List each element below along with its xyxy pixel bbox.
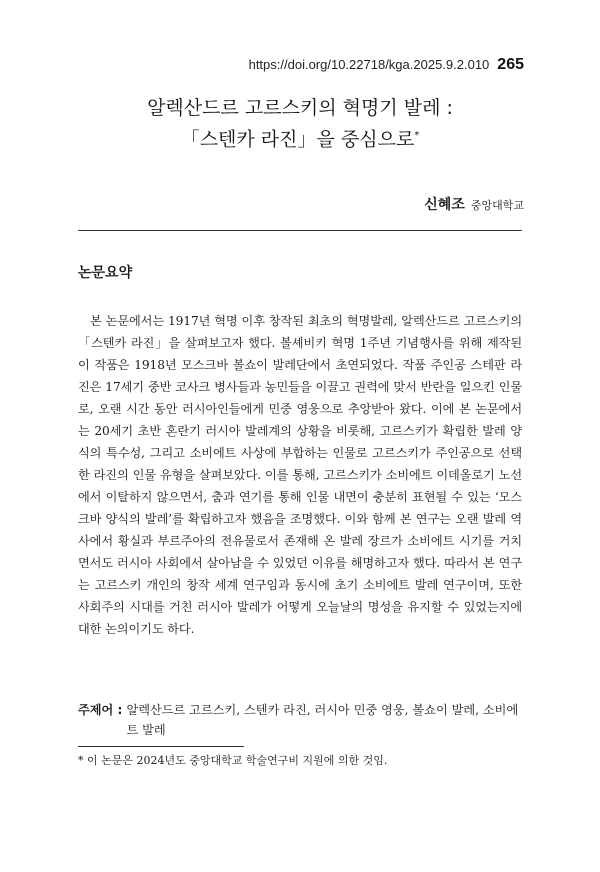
running-header [249,56,524,74]
paper-title [0,94,600,153]
footnote: * 이 논문은 2024년도 중앙대학교 학술연구비 지원에 의한 것임. [78,754,388,767]
title-line-2-text: 「스텐카 라진」을 중심으로 [180,128,415,151]
author-affiliation: 중앙대학교 [470,199,524,212]
keywords-text: 알렉산드르 고르스키, 스텐카 라진, 러시아 민중 영웅, 볼쇼이 발레, 소비에트 발레 [126,703,519,737]
keywords-label: 주제어 : [78,703,123,717]
abstract-heading: 논문요약 [78,265,133,281]
author-block [424,194,524,214]
title-footnote-mark: * [414,130,420,141]
abstract-body: 본 논문에서는 1917년 혁명 이후 창작된 최초의 혁명발레, 알렉산드르 고르스키의 「스텐카 라진」을 살펴보고자 했다. 볼셰비키 혁명 1주년 기념행사를 위해 제작된 이 작품은 1918년 모스크바 볼쇼이 발레단에서 초연되었다. 작품 주인공 스테판 라진은 17세기 중반 코사크 병사들과 농민들을 이끌고 권력에 맞서 반란을 일으킨 인물로, 오랜 시간 동안 러시아인들에게 민중 영웅으로 추앙받아 왔다. 이에 본 논문에서는 20세기 초반 혼란기 러시아 발레계의 상황을 비롯해, 고르스키가 확립한 발레 양식의 특수성, 그리고 소비에트 사상에 부합하는 인물로 고르스키가 주인공으로 선택한 라진의 인물 유형을 살펴보았다. 이를 통해, 고르스키가 소비에트 이데올로기 노선에서 이탈하지 않으면서, 춤과 연기를 통해 인물 내면이 충분히 표현될 수 있는 ‘모스크바 양식의 발레’를 확립하고자 했음을 조명했다. 이와 함께 본 연구는 오랜 발레 역사에서 황실과 부르주아의 전유물로서 존재해 온 발레 장르가 소비에트 시기를 거치면서도 러시아 사회에서 살아남을 수 있었던 이유를 해명하고자 했다. 따라서 본 연구는 고르스키 개인의 창작 세계 연구임과 동시에 초기 소비에트 발레 연구이며, 또한 사회주의 시대를 거친 러시아 발레가 어떻게 오늘날의 명성을 유지할 수 있었는지에 대한 논의이기도 하다. [78,314,522,636]
doi-link[interactable]: https://doi.org/10.22718/kga.2025.9.2.010 [248,57,490,72]
page-number: 265 [497,56,524,73]
title-line-1: 알렉산드르 고르스키의 혁명기 발레 : [147,97,453,119]
title-line-2 [0,122,600,153]
title-divider [78,230,522,231]
footnote-divider [78,746,244,747]
author-name: 신혜조 [424,197,465,213]
keywords-block [78,700,522,740]
